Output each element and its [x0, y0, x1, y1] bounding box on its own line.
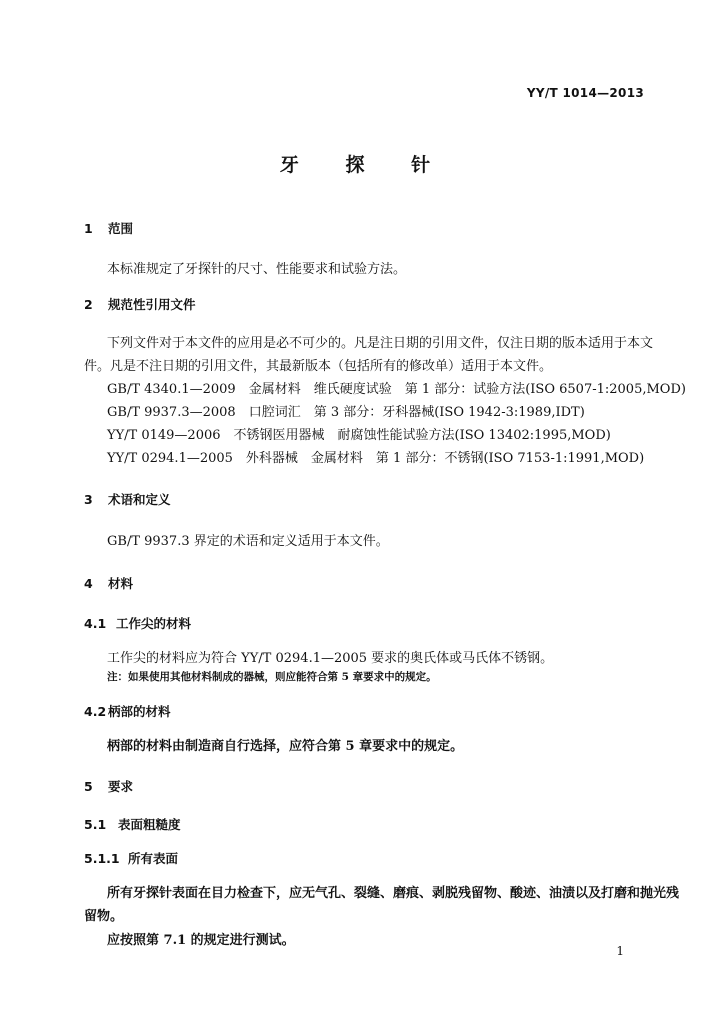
section-number: 4: [84, 576, 93, 591]
section-number: 2: [84, 297, 93, 312]
paragraph-line: 下列文件对于本文件的应用是必不可少的。凡是注日期的引用文件，仅注日期的版本适用于本文: [107, 336, 654, 351]
section-number: 5: [84, 779, 93, 794]
paragraph-line: 留物。: [84, 909, 124, 924]
section-number: 3: [84, 492, 93, 507]
paragraph-line: 所有牙探针表面在目力检查下，应无气孔、裂缝、磨痕、剥脱残留物、酸迹、油渍以及打磨和抛光残: [107, 886, 680, 901]
paragraph: 柄部的材料由制造商自行选择，应符合第 5 章要求中的规定。: [107, 739, 464, 754]
reference-item: YY/T 0149—2006 不锈钢医用器械 耐腐蚀性能试验方法(ISO 13402:1995,MOD): [107, 428, 611, 443]
section-number: 1: [84, 221, 93, 236]
paragraph: 本标准规定了牙探针的尺寸、性能要求和试验方法。: [107, 262, 407, 277]
section-title: 工作尖的材料: [116, 616, 192, 631]
note: 注：如果使用其他材料制成的器械，则应能符合第 5 章要求中的规定。: [107, 671, 437, 683]
paragraph: 工作尖的材料应为符合 YY/T 0294.1—2005 要求的奥氏体或马氏体不锈钢。: [107, 651, 554, 666]
paragraph: 应按照第 7.1 的规定进行测试。: [107, 933, 295, 948]
section-title: 所有表面: [128, 851, 179, 866]
subsection-heading-5-1-1: [84, 849, 178, 867]
section-number: 4.2: [84, 704, 107, 719]
section-title: 材料: [108, 576, 134, 591]
paragraph-line: 件。凡是不注日期的引用文件，其最新版本（包括所有的修改单）适用于本文件。: [84, 359, 553, 374]
paragraph: GB/T 9937.3 界定的术语和定义适用于本文件。: [107, 534, 389, 549]
standard-code: YY/T 1014—2013: [526, 86, 644, 100]
section-title: 术语和定义: [108, 492, 171, 507]
subsection-heading-4-1: [84, 614, 191, 632]
reference-item: GB/T 9937.3—2008 口腔词汇 第 3 部分：牙科器械(ISO 1942-3:1989,IDT): [107, 405, 585, 420]
section-heading-3: [84, 490, 171, 508]
page-number: 1: [616, 944, 624, 958]
section-heading-1: [84, 219, 133, 237]
document-title: 牙 探 针: [279, 154, 451, 176]
section-number: 5.1: [84, 817, 107, 832]
section-number: 5.1.1: [84, 851, 120, 866]
section-title: 要求: [108, 779, 134, 794]
section-heading-2: [84, 295, 196, 313]
subsection-heading-4-2: [84, 702, 171, 720]
section-number: 4.1: [84, 616, 107, 631]
subsection-heading-5-1: [84, 815, 181, 833]
section-title: 表面粗糙度: [118, 817, 181, 832]
section-title: 范围: [108, 221, 134, 236]
section-heading-5: [84, 777, 133, 795]
section-title: 柄部的材料: [108, 704, 171, 719]
reference-item: YY/T 0294.1—2005 外科器械 金属材料 第 1 部分：不锈钢(ISO 7153-1:1991,MOD): [107, 451, 645, 466]
section-title: 规范性引用文件: [108, 297, 196, 312]
reference-item: GB/T 4340.1—2009 金属材料 维氏硬度试验 第 1 部分：试验方法(ISO 6507-1:2005,MOD): [107, 382, 686, 397]
section-heading-4: [84, 574, 133, 592]
